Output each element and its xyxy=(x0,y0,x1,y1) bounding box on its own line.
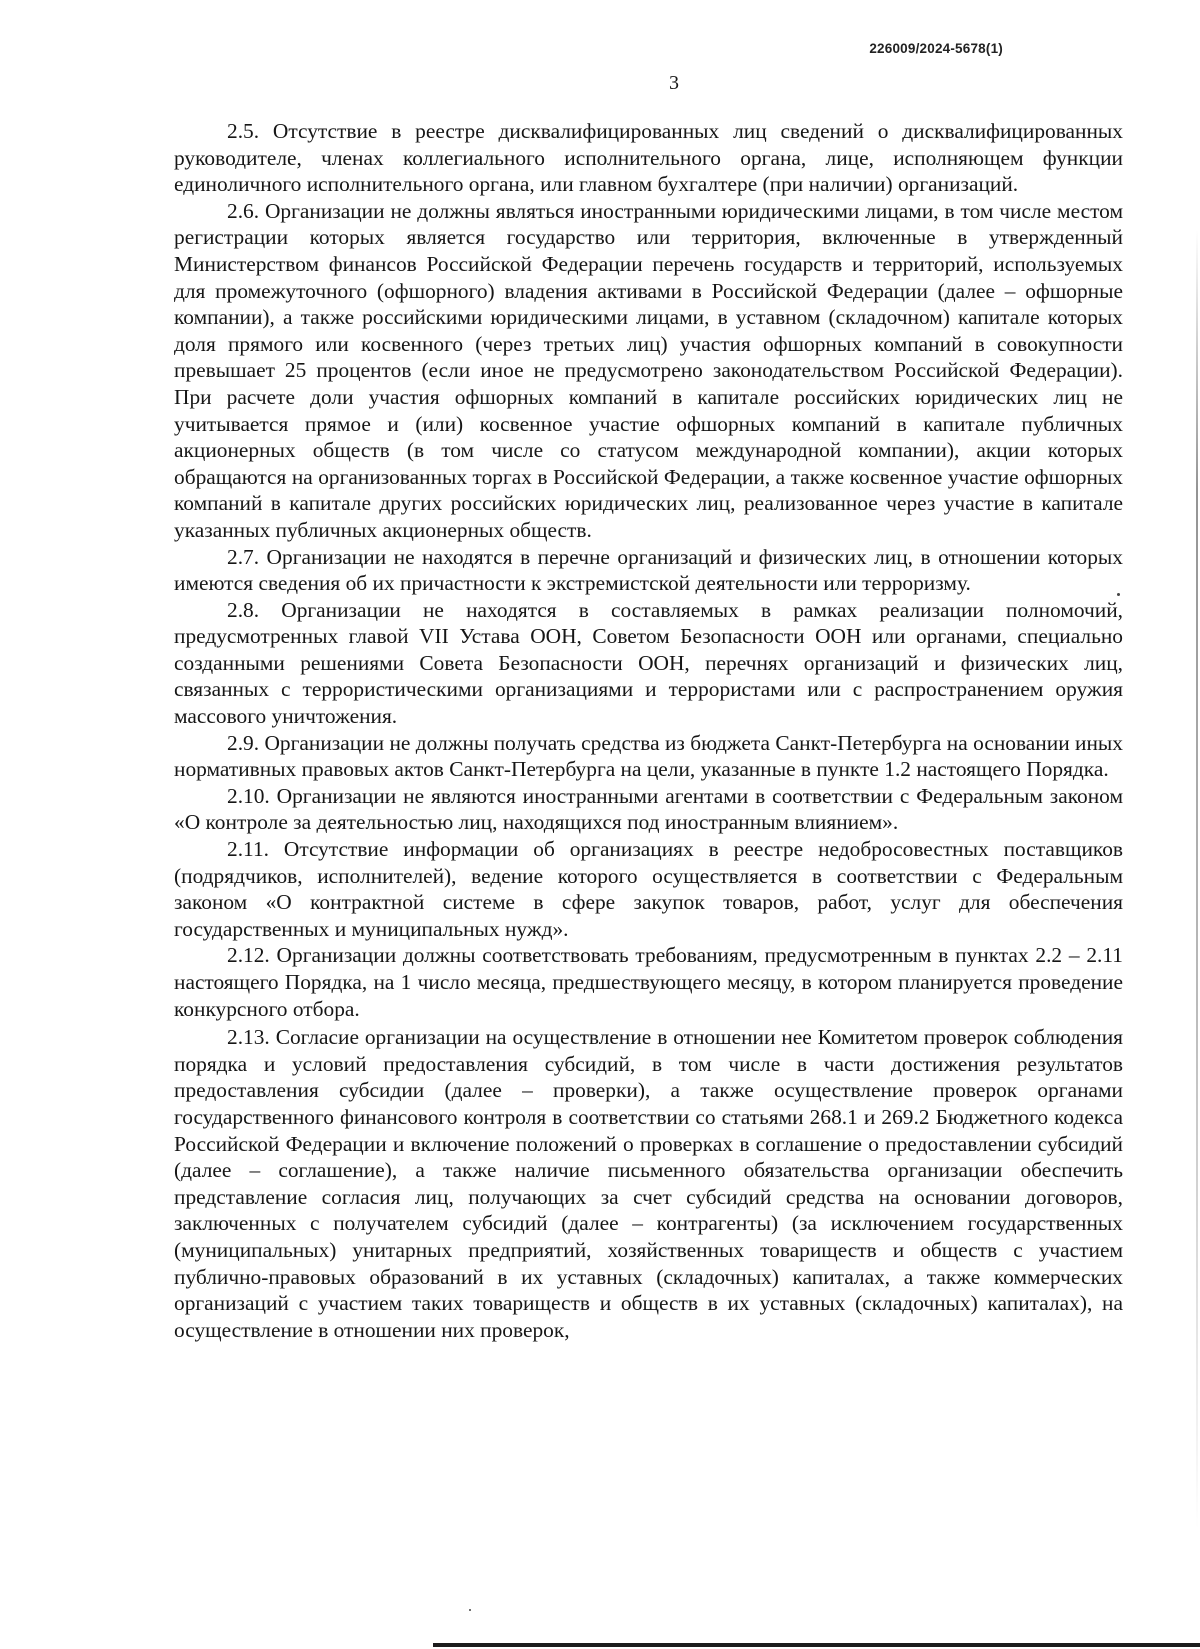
paragraph-2-12: 2.12. Организации должны соответствовать требованиям, предусмотренным в пунктах 2.2 – 2.11 настоящего Порядка, на 1 число месяца, предшествующего месяцу, в котором планируется проведение конкурсного отбора. xyxy=(174,943,1123,1021)
paragraph-2-8: 2.8. Организации не находятся в составляемых в рамках реализации полномочий, предусмотренных главой VII Устава ООН, Советом Безопасности ООН или органами, специально созданными решениями Совета Безопасности ООН, перечнях организаций и физических лиц, связанных с террористическими организациями и террористами или с распространением оружия массового уничтожения. xyxy=(174,597,1123,729)
paragraph-2-10: 2.10. Организации не являются иностранными агентами в соответствии с Федеральным законом «О контроле за деятельностью лиц, находящихся под иностранным влиянием». xyxy=(174,783,1123,835)
paragraph-2-5: 2.5. Отсутствие в реестре дисквалифицированных лиц сведений о дисквалифицированных руководителе, членах коллегиального исполнительного органа, лице, исполняющем функции единоличного исполнительного органа, или главном бухгалтере (при наличии) организаций. xyxy=(174,119,1123,197)
paragraph-2-9: 2.9. Организации не должны получать средства из бюджета Санкт-Петербурга на основании иных нормативных правовых актов Санкт-Петербурга на цели, указанные в пункте 1.2 настоящего Порядка. xyxy=(174,730,1123,782)
scan-edge-shadow xyxy=(1196,230,1198,1530)
scan-speck xyxy=(469,1609,471,1611)
scan-speck xyxy=(1117,593,1120,596)
paragraph-2-11: 2.11. Отсутствие информации об организациях в реестре недобросовестных поставщиков (подрядчиков, исполнителей), ведение которого осуществляется в соответствии с Федеральным законом «О контрактной системе в сфере закупок товаров, работ, услуг для обеспечения государственных и муниципальных нужд». xyxy=(174,837,1123,941)
scan-bottom-edge xyxy=(433,1643,1200,1647)
page-number: 3 xyxy=(669,72,679,94)
paragraph-2-7: 2.7. Организации не находятся в перечне организаций и физических лиц, в отношении которых имеются сведения об их причастности к экстремистской деятельности или терроризму. xyxy=(174,544,1123,596)
paragraph-2-6: 2.6. Организации не должны являться иностранными юридическими лицами, в том числе местом регистрации которых является государство или территория, включенные в утвержденный Министерством финансов Российской Федерации перечень государств и территорий, используемых для промежуточного (офшорного) владения активами в Российской Федерации (далее – офшорные компании), а также российскими юридическими лицами, в уставном (складочном) капитале которых доля прямого или косвенного (через третьих лиц) участия офшорных компаний в совокупности превышает 25 процентов (если иное не предусмотрено законодательством Российской Федерации). При расчете доли участия офшорных компаний в капитале российских юридических лиц не учитывается прямое и (или) косвенное участие офшорных компаний в капитале публичных акционерных обществ (в том числе со статусом международной компании), акции которых обращаются на организованных торгах в Российской Федерации, а также косвенное участие офшорных компаний в капитале других российских юридических лиц, реализованное через участие в капитале указанных публичных акционерных обществ. xyxy=(174,198,1123,542)
document-body xyxy=(174,118,1123,1343)
paragraph-2-13: 2.13. Согласие организации на осуществление в отношении нее Комитетом проверок соблюдения порядка и условий предоставления субсидий, в том числе в части достижения результатов предоставления субсидии (далее – проверки), а также осуществление проверок органами государственного финансового контроля в соответствии со статьями 268.1 и 269.2 Бюджетного кодекса Российской Федерации и включение положений о проверках в соглашение о предоставлении субсидий (далее – соглашение), а также наличие письменного обязательства организации обеспечить представление согласия лиц, получающих за счет субсидий средства на основании договоров, заключенных с получателем субсидий (далее – контрагенты) (за исключением государственных (муниципальных) унитарных предприятий, хозяйственных товариществ и обществ с участием публично-правовых образований в их уставных (складочных) капиталах, а также коммерческих организаций с участием таких товариществ и обществ в их уставных (складочных) капиталах), на осуществление в отношении них проверок, xyxy=(174,1025,1123,1342)
document-number: 226009/2024-5678(1) xyxy=(869,41,1003,56)
